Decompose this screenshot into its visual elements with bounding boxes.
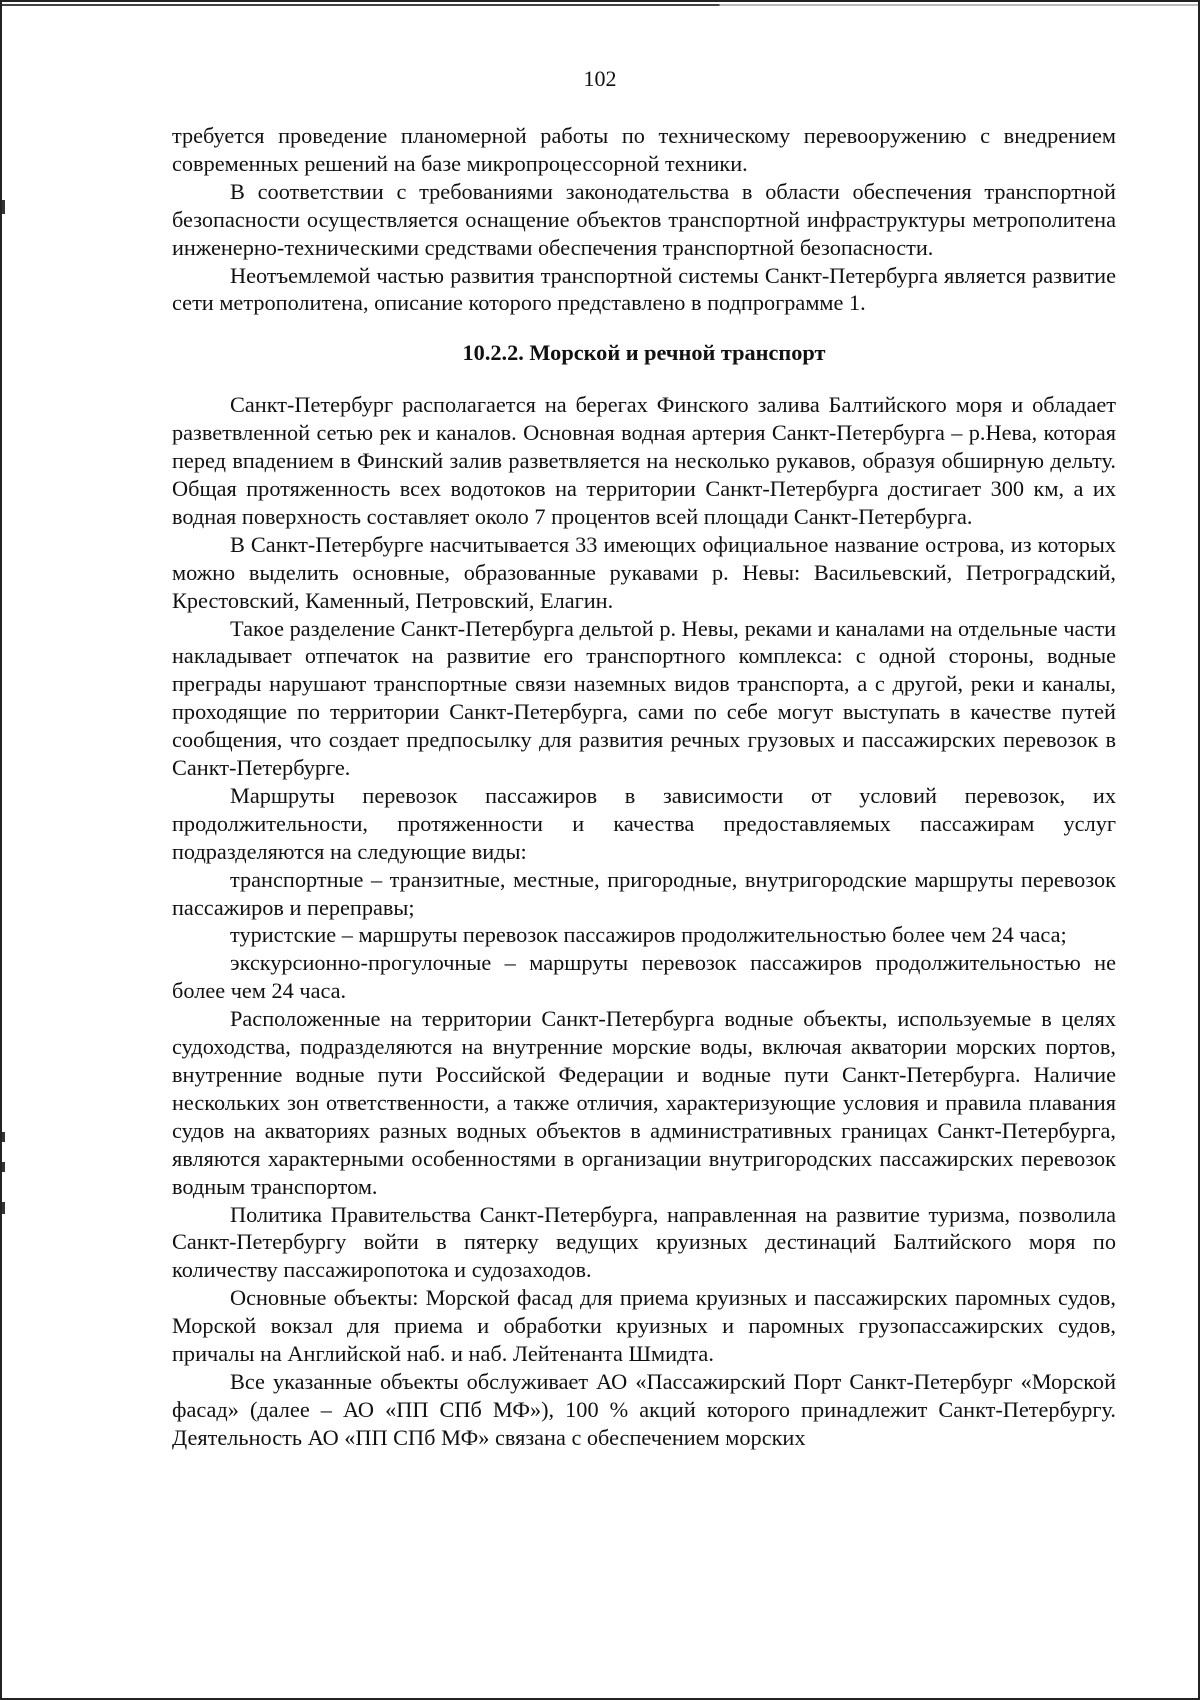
- scan-artifact: [2, 1202, 5, 1214]
- body-paragraph: Санкт-Петербург располагается на берегах Финского залива Балтийского моря и обладает разветвленной сетью рек и каналов. Основная водная артерия Санкт-Петербурга – р.Нева, которая перед впадением в Финский залив разветвляется на несколько рукавов, образуя обширную дельту. Общая протяженность всех водотоков на территории Санкт-Петербурга достигает 300 км, а их водная поверхность составляет около 7 процентов всей площади Санкт-Петербурга.: [172, 392, 1116, 529]
- body-paragraph: Расположенные на территории Санкт-Петербурга водные объекты, используемые в целях судоходства, подразделяются на внутренние морские воды, включая акватории морских портов, внутренние водные пути Российской Федерации и водные пути Санкт-Петербурга. Наличие нескольких зон ответственности, а также отличия, характеризующие условия и правила плавания судов на акваториях разных водных объектов в административных границах Санкт-Петербурга, являются характерными особенностями в организации внутригородских пассажирских перевозок водным транспортом.: [172, 1006, 1116, 1199]
- scan-artifact: [2, 1132, 5, 1142]
- scan-top-border: [2, 4, 1198, 6]
- body-paragraph: требуется проведение планомерной работы по техническому перевооружению с внедрением современных решений на базе микропроцессорной техники.: [172, 123, 1116, 176]
- body-paragraph: Политика Правительства Санкт-Петербурга, направленная на развитие туризма, позволила Санкт-Петербургу войти в пятерку ведущих круизных дестинаций Балтийского моря по количеству пассажиропотока и судозаходов.: [172, 1201, 1116, 1283]
- body-paragraph: Маршруты перевозок пассажиров в зависимости от условий перевозок, их продолжительности, протяженности и качества предоставляемых пассажирам услуг подразделяются на следующие виды:: [172, 782, 1116, 864]
- section-heading: 10.2.2. Морской и речной транспорт: [462, 340, 826, 366]
- body-paragraph: экскурсионно-прогулочные – маршруты перевозок пассажиров продолжительностью не более чем 24 часа.: [172, 950, 1116, 1004]
- body-paragraph: Такое разделение Санкт-Петербурга дельтой р. Невы, реками и каналами на отдельные части накладывает отпечаток на развитие его транспортного комплекса: с одной стороны, водные преграды нарушают транспортные связи наземных видов транспорта, а с другой, реки и каналы, проходящие по территории Санкт-Петербурга, сами по себе могут выступать в качестве путей сообщения, что создает предпосылку для развития речных грузовых и пассажирских перевозок в Санкт-Петербурге.: [172, 615, 1116, 781]
- body-paragraph: В соответствии с требованиями законодательства в области обеспечения транспортной безопасности осуществляется оснащение объектов транспортной инфраструктуры метрополитена инженерно-техническими средствами обеспечения транспортной безопасности.: [172, 178, 1116, 260]
- scan-artifact: [2, 200, 5, 214]
- scan-artifact: [2, 1162, 5, 1172]
- page-number: 102: [583, 66, 617, 91]
- body-paragraph: В Санкт-Петербурге насчитывается 33 имеющих официальное название острова, из которых можно выделить основные, образованные рукавами р. Невы: Васильевский, Петроградский, Крестовский, Каменный, Петровский, Елагин.: [172, 531, 1116, 613]
- body-paragraph: Неотъемлемой частью развития транспортной системы Санкт-Петербурга является развитие сети метрополитена, описание которого представлено в подпрограмме 1.: [172, 262, 1116, 316]
- document-body: [172, 122, 1116, 1452]
- body-paragraph: Основные объекты: Морской фасад для приема круизных и пассажирских паромных судов, Морской вокзал для приема и обработки круизных и паромных грузопассажирских судов, причалы на Английской наб. и наб. Лейтенанта Шмидта.: [172, 1285, 1116, 1367]
- body-paragraph: Все указанные объекты обслуживает АО «Пассажирский Порт Санкт-Петербург «Морской фасад» (далее – АО «ПП СПб МФ»), 100 % акций которого принадлежит Санкт-Петербургу. Деятельность АО «ПП СПб МФ» связана с обеспечением морских: [172, 1368, 1116, 1450]
- body-paragraph: туристские – маршруты перевозок пассажиров продолжительностью более чем 24 часа;: [230, 922, 1067, 948]
- body-paragraph: транспортные – транзитные, местные, пригородные, внутригородские маршруты перевозок пассажиров и переправы;: [172, 866, 1116, 920]
